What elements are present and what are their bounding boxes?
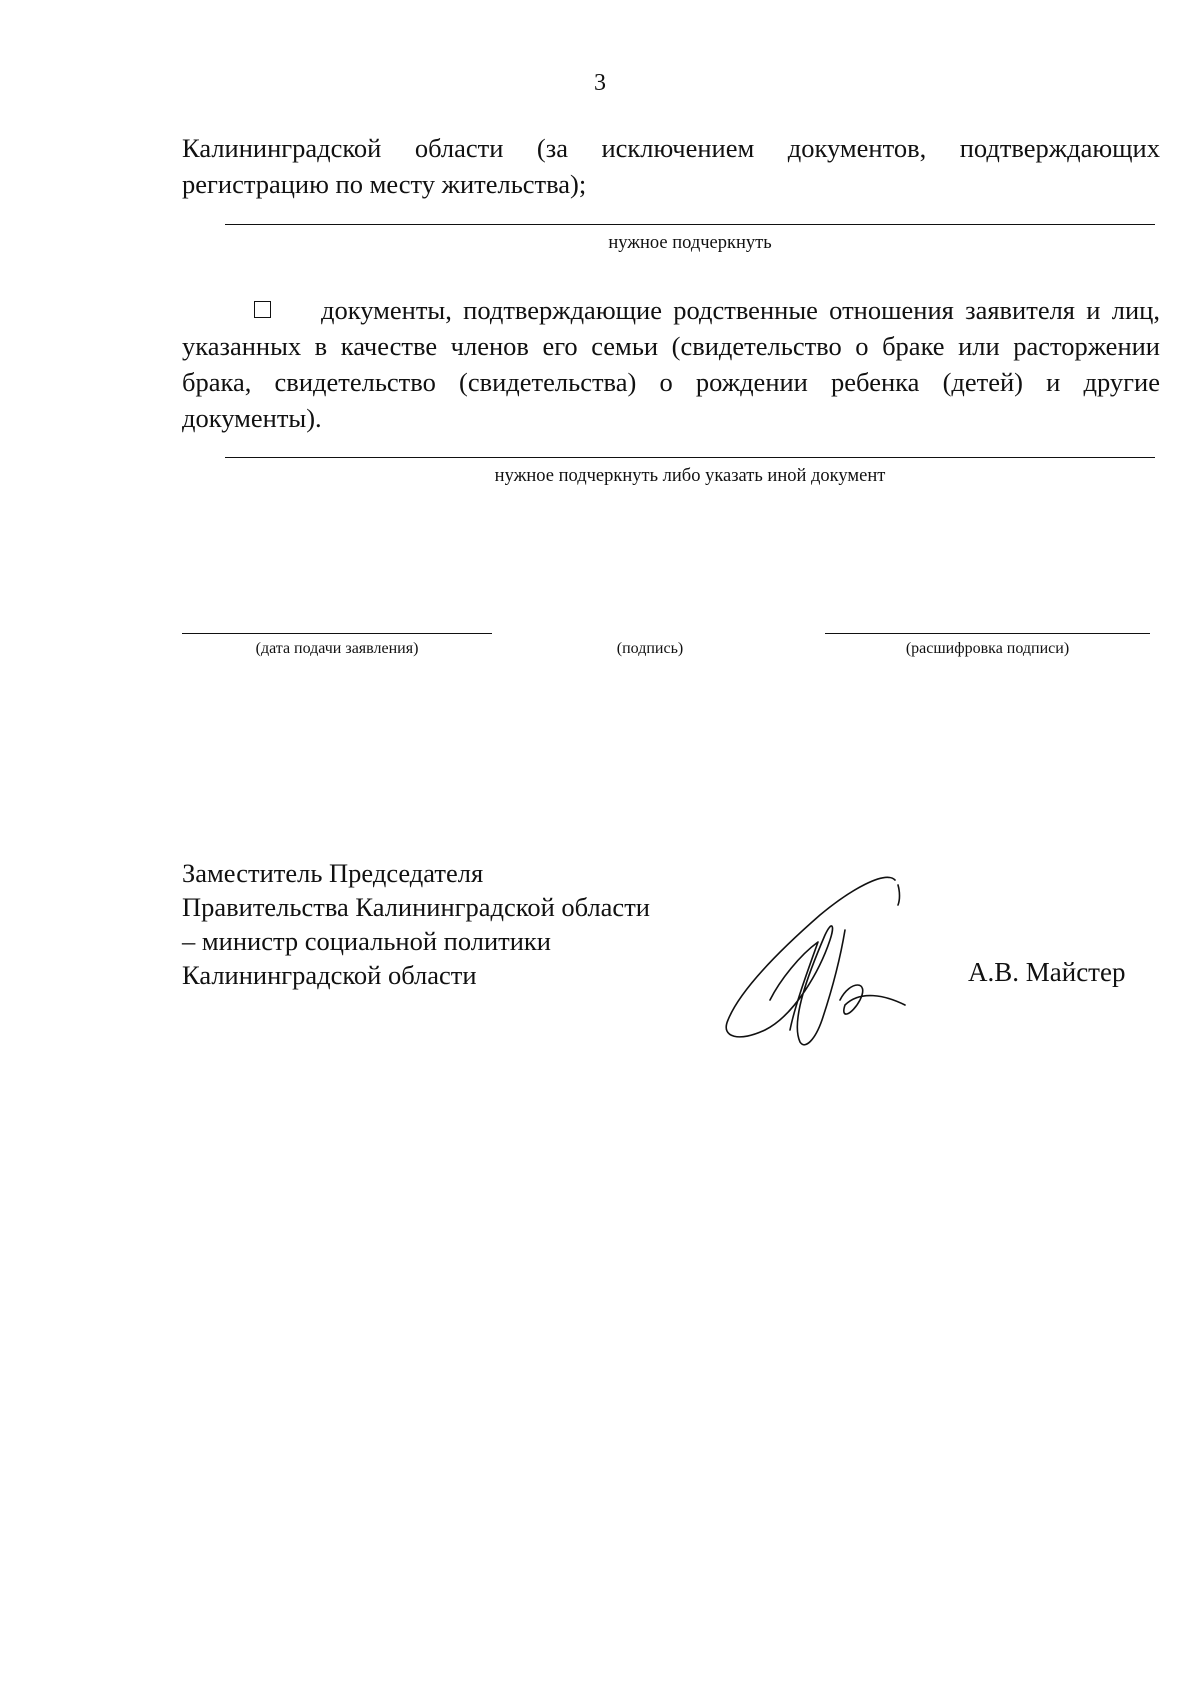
date-caption: (дата подачи заявления) xyxy=(255,640,419,657)
paragraph-documents-text: документы, подтверждающие родственные отношения заявителя и лиц, указанных в качестве членов его семьи (свидетельство о браке или расторжении брака, свидетельство (свидетельства) о рождении ребенка (детей) и другие документы). xyxy=(182,295,1160,433)
official-line-4: Калининградской области xyxy=(182,960,477,990)
decode-caption: (расшифровка подписи) xyxy=(905,640,1070,657)
official-line-1: Заместитель Председателя xyxy=(182,858,484,888)
official-line-3: – министр социальной политики xyxy=(182,926,551,956)
official-line-2: Правительства Калининградской области xyxy=(182,892,650,922)
signer-name: А.В. Майстер xyxy=(968,957,1126,987)
decode-line xyxy=(825,633,1150,634)
page-number: 3 xyxy=(594,70,606,96)
handwritten-signature xyxy=(710,870,910,1050)
date-line xyxy=(182,633,492,634)
fill-line-2 xyxy=(225,457,1155,458)
paragraph-continuation: Калининградской области (за исключением документов, подтверждающих регистрацию по месту жительства); xyxy=(182,133,1160,199)
hint-underline: нужное подчеркнуть xyxy=(608,233,772,253)
paragraph-documents xyxy=(182,292,1160,436)
hint-underline-or-other: нужное подчеркнуть либо указать иной документ xyxy=(494,466,886,486)
checkbox-icon[interactable] xyxy=(254,301,271,318)
official-title xyxy=(182,856,650,992)
fill-line-1 xyxy=(225,224,1155,225)
sign-caption: (подпись) xyxy=(616,640,684,657)
